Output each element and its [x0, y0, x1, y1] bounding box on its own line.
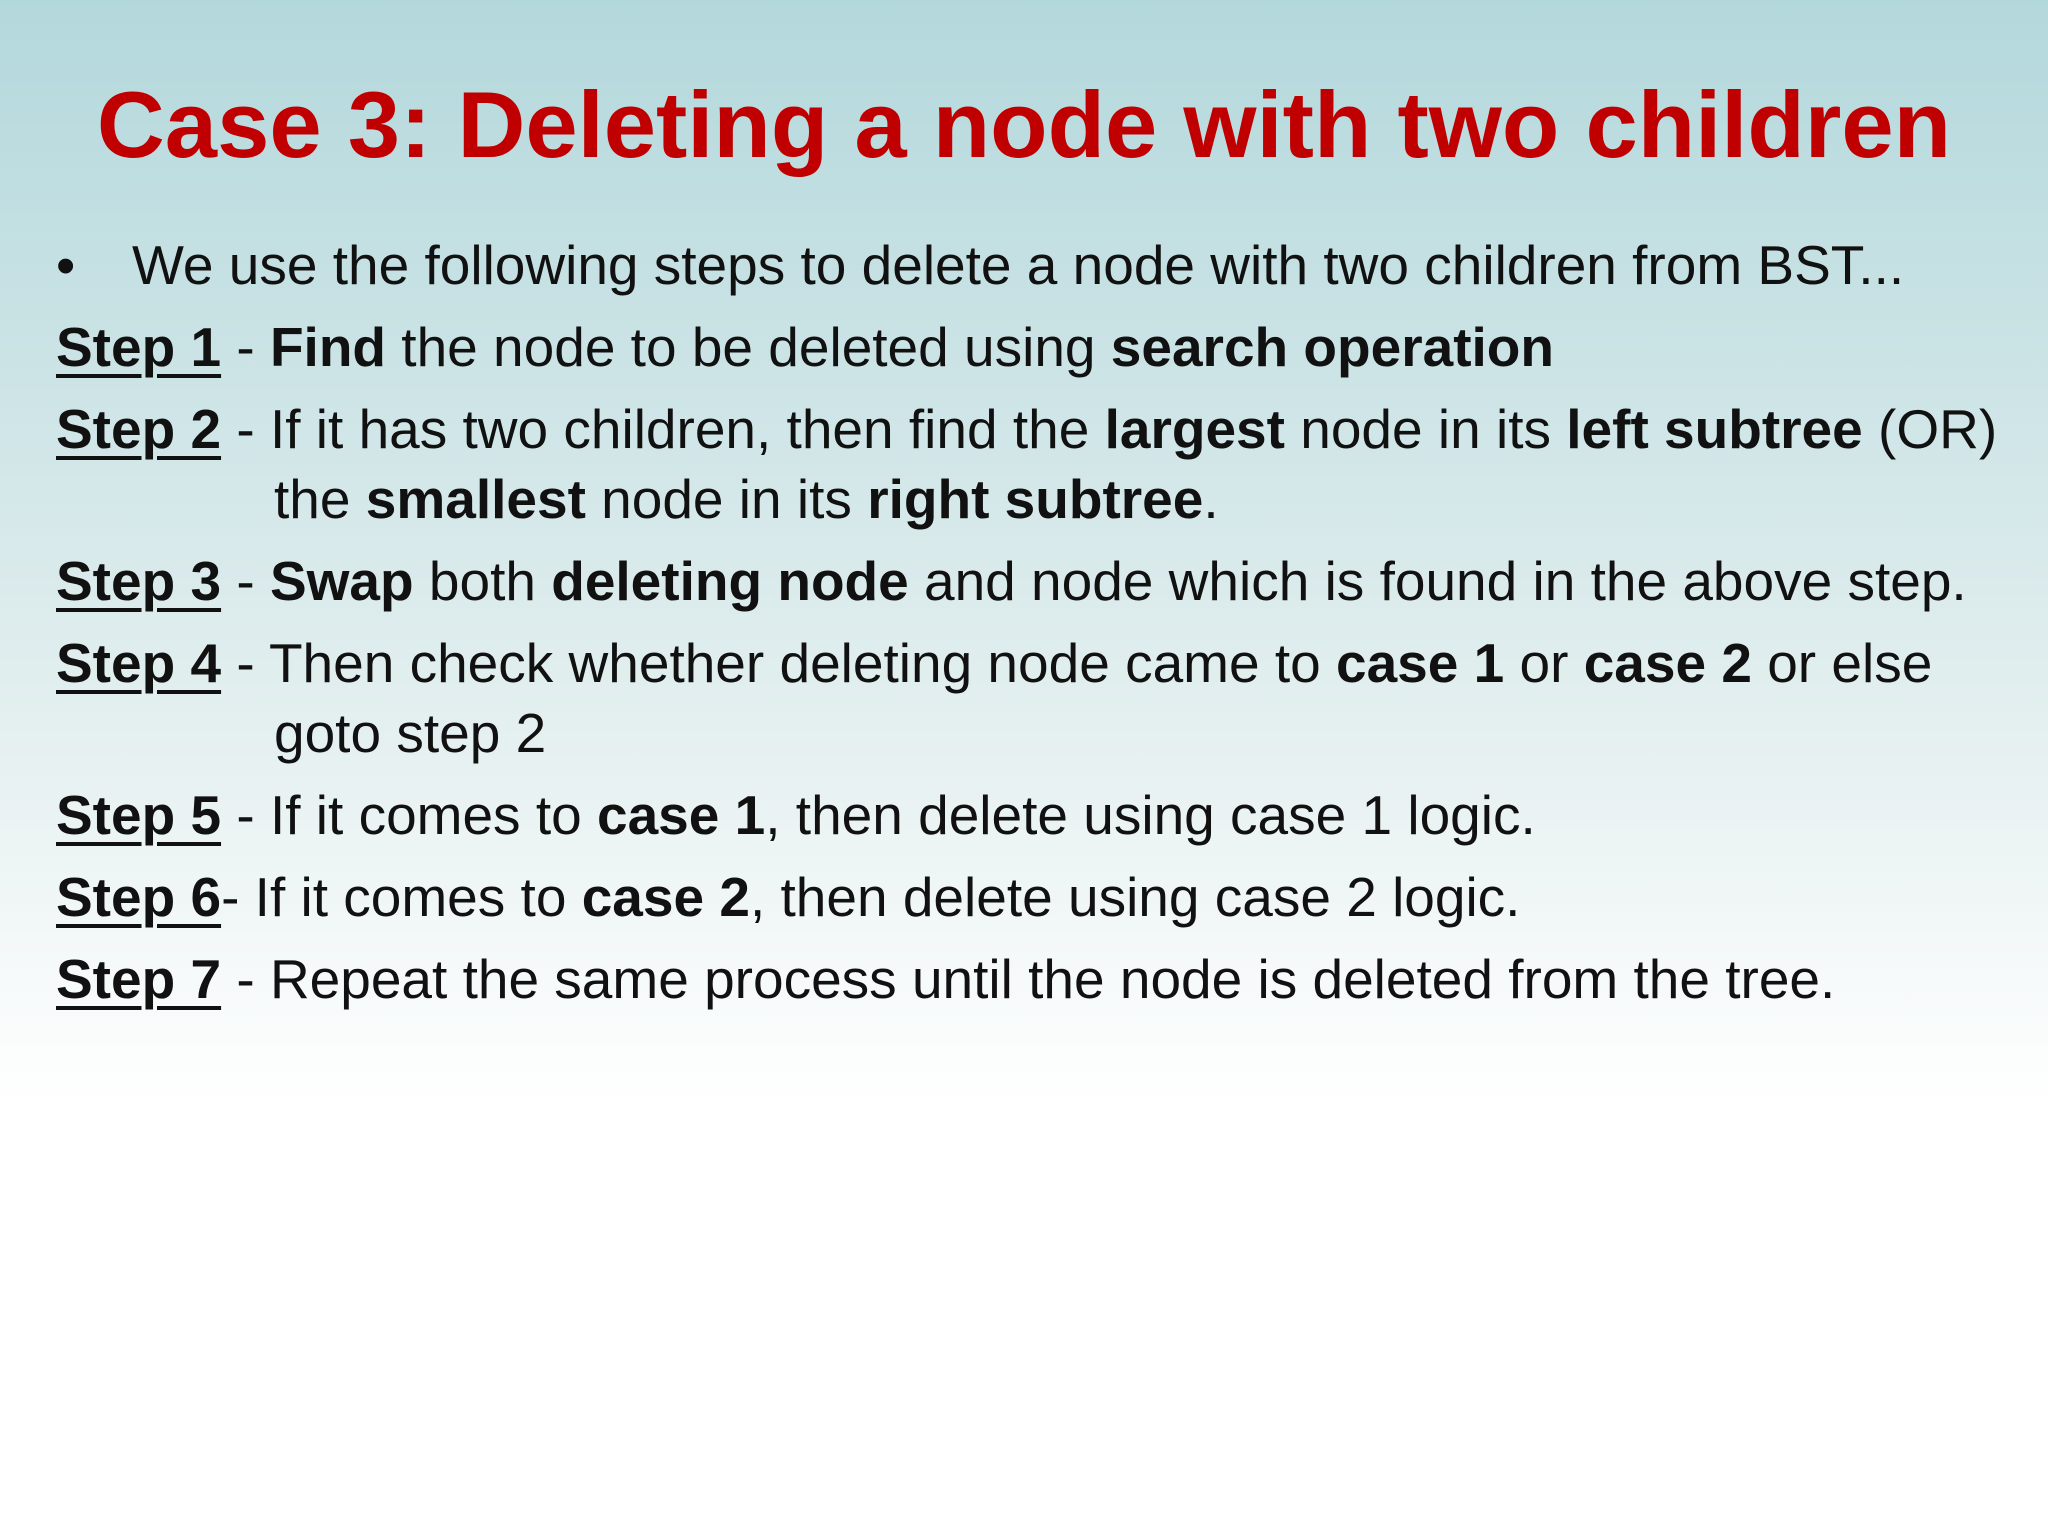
step-item-4: [56, 628, 2016, 768]
step-text: node in its: [1284, 398, 1567, 460]
slide-title: Case 3: Deleting a node with two children: [96, 72, 1952, 177]
step-text: - If it comes to: [221, 866, 582, 928]
step-emphasis: largest: [1104, 398, 1285, 460]
step-emphasis: Find: [269, 316, 387, 378]
step-text: -: [221, 316, 270, 378]
intro-bullet-item: [56, 230, 2016, 300]
step-text: -: [221, 550, 270, 612]
step-label: Step 4: [56, 632, 222, 694]
step-label: Step 7: [56, 948, 222, 1010]
step-item-2: [56, 394, 2016, 534]
step-emphasis: deleting node: [551, 550, 909, 612]
step-text: - If it has two children, then find the: [221, 398, 1105, 460]
step-text: the node to be deleted using: [386, 316, 1111, 378]
step-emphasis: case 2: [1583, 632, 1752, 694]
step-text: - Repeat the same process until the node is deleted from the tree.: [221, 948, 1836, 1010]
step-emphasis: case 1: [597, 784, 766, 846]
step-emphasis: left subtree: [1566, 398, 1863, 460]
step-text: or else goto step 2: [274, 632, 1933, 764]
step-emphasis: smallest: [365, 468, 586, 530]
steps-list: [56, 312, 2016, 1014]
step-text: , then delete using case 2 logic.: [749, 866, 1521, 928]
step-text: node in its: [585, 468, 868, 530]
step-text: .: [1203, 468, 1219, 530]
step-text: , then delete using case 1 logic.: [765, 784, 1536, 846]
step-text: and node which is found in the above step.: [908, 550, 1967, 612]
step-text: - Then check whether deleting node came to: [221, 632, 1336, 694]
step-text: both: [413, 550, 552, 612]
step-label: Step 3: [56, 550, 222, 612]
step-emphasis: search operation: [1110, 316, 1554, 378]
step-label: Step 2: [56, 398, 222, 460]
step-item-6: [56, 862, 2016, 932]
step-label: Step 1: [56, 316, 222, 378]
step-text: - If it comes to: [221, 784, 597, 846]
step-emphasis: right subtree: [867, 468, 1204, 530]
step-item-3: [56, 546, 2016, 616]
intro-text: We use the following steps to delete a node with two children from BST...: [132, 234, 1905, 296]
step-item-1: [56, 312, 2016, 382]
step-emphasis: case 1: [1336, 632, 1505, 694]
bullet-icon: •: [56, 234, 76, 296]
step-emphasis: Swap: [269, 550, 414, 612]
step-text: (OR) the: [274, 398, 1998, 530]
step-label: Step 6: [56, 866, 222, 928]
step-item-5: [56, 780, 2016, 850]
step-emphasis: case 2: [581, 866, 750, 928]
step-label: Step 5: [56, 784, 222, 846]
step-text: or: [1504, 632, 1584, 694]
slide-body: [56, 230, 2016, 1026]
step-item-7: [56, 944, 2016, 1014]
